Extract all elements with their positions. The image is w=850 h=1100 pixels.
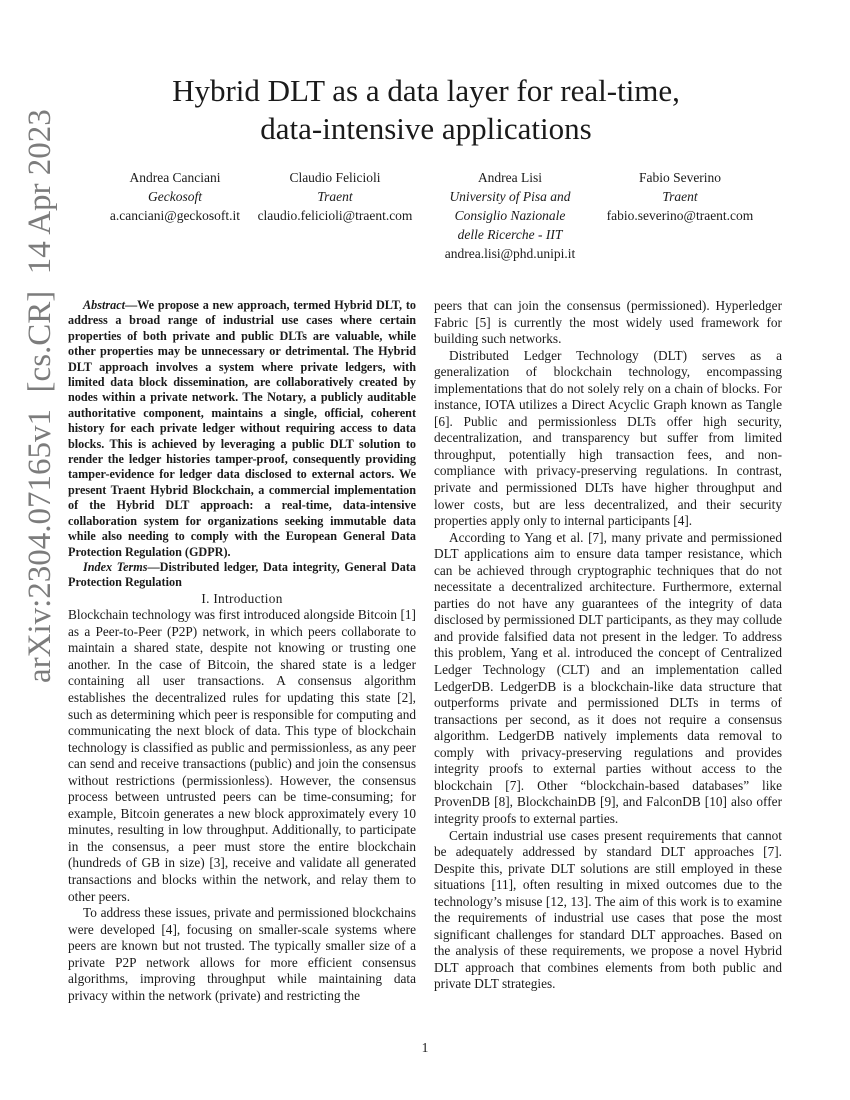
author-affiliation: Traent — [662, 189, 698, 204]
author-name: Andrea Lisi — [477, 170, 543, 185]
arxiv-identifier-stamp — [0, 0, 70, 1100]
author-email: fabio.severino@traent.com — [606, 208, 754, 223]
arxiv-identifier-text: arXiv:2304.07165v1 [cs.CR] 14 Apr 2023 — [22, 109, 58, 683]
body-paragraph: According to Yang et al. [7], many private and permissioned DLT applications aim to ensure data tamper resistance, which can be achieved through cryptographic techniques that do not necessitate a decentralized architecture. Furthermore, external parties do not have any guarantees of the integrity of data disclosed by permissioned DLT participants, as they may collude and provide falsified data not present in the ledger. To address this problem, Yang et al. introduced the concept of Centralized Ledger Technology (CLT) and an implementation called LedgerDB. LedgerDB is a blockchain-like data structure that outperforms private and permissioned DLTs in terms of transactions per second, as it does not require a consensus algorithm. LedgerDB natively implements data removal to comply with privacy-preserving regulations and provides integrity proofs to external parties without access to the blockchain [7]. Other “blockchain-based databases” like ProvenDB [8], BlockchainDB [9], and FalconDB [10] also offer integrity proofs to external parties. — [434, 529, 782, 826]
section-heading: I. Introduction — [201, 590, 283, 606]
author-email: claudio.felicioli@traent.com — [257, 208, 413, 223]
author-block — [95, 168, 255, 225]
paper-title — [120, 72, 732, 148]
author-affiliation: University of Pisa and — [449, 189, 571, 204]
author-affiliation: Geckosoft — [148, 189, 202, 204]
author-name: Fabio Severino — [638, 170, 722, 185]
author-block — [250, 168, 420, 225]
abstract-text: —We propose a new approach, termed Hybrid DLT, to address a broad range of industrial use cases where certain properties of both private and public DLTs are valuable, while other properties may be unnecessary or detrimental. The Hybrid DLT approach involves a system where private ledgers, with limited data block dissemination, are collaboratively created by nodes within a private network. The Notary, a publicly auditable authoritative component, maintains a single, official, coherent history for each private ledger without requiring access to data blocks. This is achieved by leveraging a public DLT solution to render the ledger histories tamper-proof, consequently providing tamper-evidence for ledger data disclosed to external actors. We present Traent Hybrid Blockchain, a commercial implementation of the Hybrid DLT approach: a real-time, data-intensive collaboration system for organizations seeking immutable data while also needing to comply with the European General Data Protection Regulation (GDPR). — [68, 298, 416, 559]
abstract-label: Abstract — [83, 298, 125, 312]
author-name: Andrea Canciani — [129, 170, 221, 185]
author-name: Claudio Felicioli — [289, 170, 381, 185]
author-affiliation: delle Ricerche - IIT — [457, 227, 563, 242]
index-terms-label: Index Terms — [83, 559, 148, 574]
right-column — [434, 298, 782, 993]
body-paragraph: Blockchain technology was first introduced alongside Bitcoin [1] as a Peer-to-Peer (P2P) network, in which peers collaborate to maintain a shared state, despite not knowing or trusting one another. In the case of Bitcoin, the shared state is a ledger containing all user transactions. A consensus algorithm establishes the decentralized rules for updating this state [2], such as determining which peer is responsible for computing and communicating the next block of data. This type of blockchain technology is classified as public and permissionless, as any peer can send and receive transactions (public) and join the consensus without restrictions (permissionless). However, the consensus process between untrusted peers can be time-consuming; for example, Bitcoin generates a new block approximately every 10 minutes, resulting in low throughput. Additionally, to participate in the consensus, a peer must store the entire blockchain (hundreds of GB in size) [3], receive and validate all generated transactions and blocks within the network, and relay them to other peers. — [68, 607, 416, 904]
body-paragraph: To address these issues, private and permissioned blockchains were developed [4], focusing on smaller-scale systems where peers are known but not trusted. The typically smaller size of a private P2P network allows for more efficient consensus algorithms, improving throughput while maintaining data privacy within the network (private) and restricting the — [68, 905, 416, 1003]
index-terms-text: —Distributed ledger, Data integrity, General Data Protection Regulation — [68, 559, 416, 590]
author-email: andrea.lisi@phd.unipi.it — [444, 246, 576, 261]
body-paragraph: peers that can join the consensus (permissioned). Hyperledger Fabric [5] is currently the most widely used framework for building such networks. — [434, 298, 782, 347]
index-terms — [68, 560, 416, 591]
author-block — [430, 168, 590, 263]
author-block — [600, 168, 760, 225]
author-email: a.canciani@geckosoft.it — [109, 208, 241, 223]
page-number: 1 — [421, 1040, 429, 1055]
title-line: Hybrid DLT as a data layer for real-time, — [172, 73, 680, 108]
body-paragraph: Distributed Ledger Technology (DLT) serves as a generalization of blockchain technology, encompassing implementations that do not solely rely on a chain of blocks. For instance, IOTA utilizes a Direct Acyclic Graph known as Tangle [6]. Public and permissionless DLTs offer high security, decentralization, and transparency but suffer from limited throughput, potentially high transaction fees, and non-compliance with privacy-preserving regulations. In contrast, private and permissioned DLTs have higher throughput and lower costs, but are less decentralized, and their security properties apply only to internal participants [4]. — [434, 347, 782, 529]
abstract — [68, 298, 416, 560]
author-affiliation: Consiglio Nazionale — [454, 208, 566, 223]
author-affiliation: Traent — [317, 189, 353, 204]
body-paragraph: Certain industrial use cases present requirements that cannot be adequately addressed by standard DLT approaches [7]. Despite this, private DLT solutions are still employed in these situations [11], often resulting in mixed outcomes due to the technology’s misuse [12, 13]. The aim of this work is to examine the requirements of industrial use cases that pose the most significant challenges for standard DLT approaches. Based on the analysis of these requirements, we propose a novel Hybrid DLT approach that combines elements from both public and private DLT strategies. — [434, 827, 782, 992]
title-line: data-intensive applications — [260, 111, 592, 146]
left-column — [68, 298, 416, 1004]
